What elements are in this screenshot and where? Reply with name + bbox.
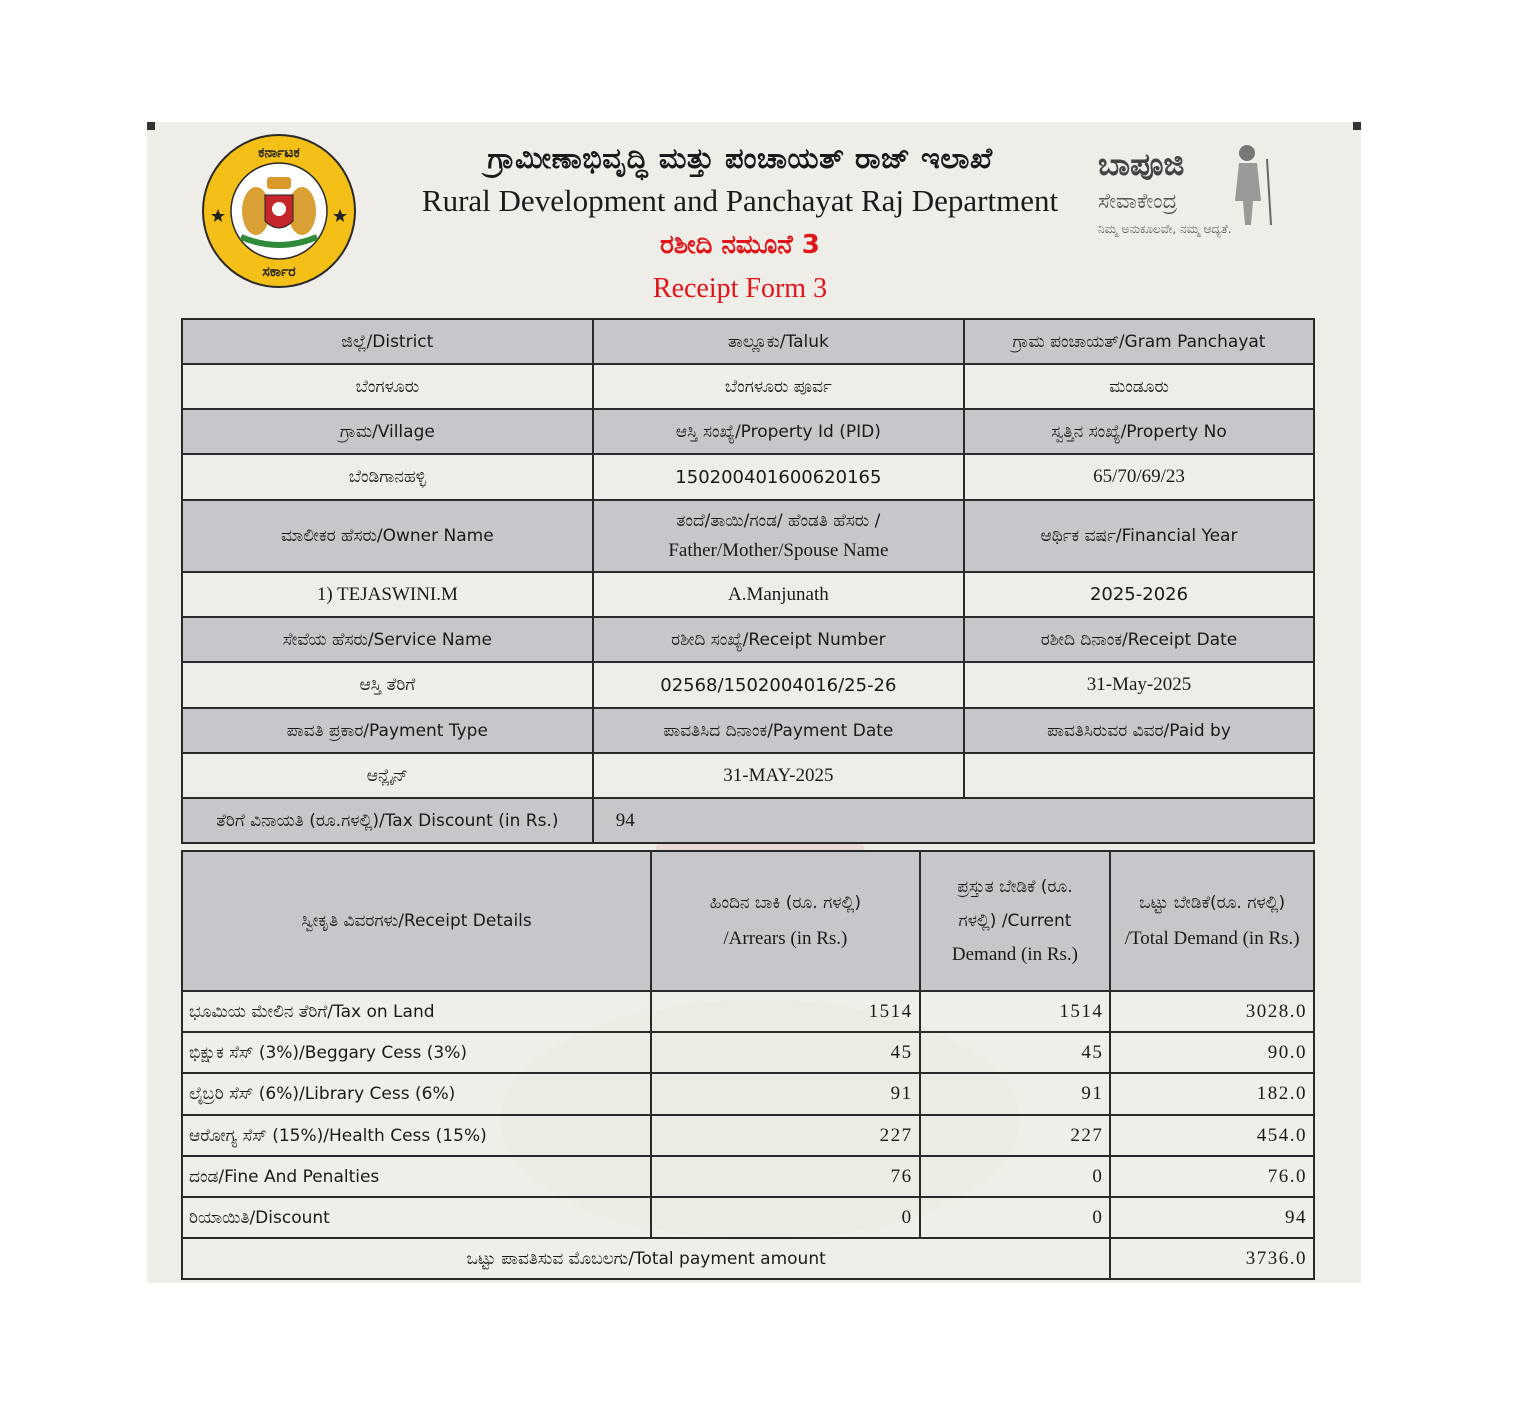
row-total: 182.0 [1110, 1073, 1314, 1115]
table-row [182, 1073, 1314, 1115]
arrears-header-en: /Arrears (in Rs.) [723, 928, 848, 949]
financial-year-label: ಆರ್ಥಿಕ ವರ್ಷ/Financial Year [964, 500, 1314, 572]
receipt-number-value: 02568/1502004016/25-26 [593, 662, 964, 708]
father-name-label-kn: ತಂದೆ/ತಾಯಿ/ಗಂಡ/ ಹೆಂಡತಿ ಹೆಸರು / [676, 511, 881, 531]
arrears-header [651, 851, 919, 991]
gram-panchayat-value: ಮಂಡೂರು [964, 364, 1314, 409]
father-name-label-en: Father/Mother/Spouse Name [668, 540, 889, 561]
row-arrears: 76 [651, 1156, 919, 1197]
current-demand-header-1: ಪ್ರಸ್ತುತ ಬೇಡಿಕೆ (ರೂ. [957, 877, 1073, 897]
total-row [182, 1238, 1314, 1279]
department-title-kn: ಗ್ರಾಮೀಣಾಭಿವೃದ್ಧಿ ಮತ್ತು ಪಂಚಾಯತ್ ರಾಜ್ ಇಲಾಖೆ [487, 141, 993, 175]
table-row [182, 991, 1314, 1032]
row-total: 454.0 [1110, 1115, 1314, 1156]
bapuji-logo-name: ಬಾಪೂಜಿ [1098, 147, 1185, 183]
bapuji-logo [1093, 137, 1293, 247]
receipt-date-label: ರಶೀದಿ ದಿನಾಂಕ/Receipt Date [964, 617, 1314, 662]
arrears-header-kn: ಹಿಂದಿನ ಬಾಕಿ (ರೂ. ಗಳಲ್ಲಿ) [709, 893, 861, 913]
district-value: ಬೆಂಗಳೂರು [182, 364, 593, 409]
financial-year-value: 2025-2026 [964, 572, 1314, 617]
owner-name-label: ಮಾಲೀಕರ ಹೆಸರು/Owner Name [182, 500, 593, 572]
payment-type-value: ಆನ್ಲೈನ್ [182, 753, 593, 798]
property-no-label: ಸ್ವತ್ತಿನ ಸಂಖ್ಯೆ/Property No [964, 409, 1314, 454]
corner-mark-left [147, 122, 155, 130]
row-label: ಲೈಬ್ರರಿ ಸೆಸ್ (6%)/Library Cess (6%) [182, 1073, 651, 1115]
row-label: ಆರೋಗ್ಯ ಸೆಸ್ (15%)/Health Cess (15%) [182, 1115, 651, 1156]
row-current: 91 [920, 1073, 1111, 1115]
row-current: 0 [920, 1197, 1111, 1238]
gram-panchayat-label: ಗ್ರಾಮ ಪಂಚಾಯತ್/Gram Panchayat [964, 319, 1314, 364]
row-current: 45 [920, 1032, 1111, 1073]
header-titles [380, 137, 1100, 311]
property-info-table [181, 318, 1315, 844]
bapuji-logo-sub: ಸೇವಾಕೇಂದ್ರ [1098, 189, 1178, 213]
details-header: ಸ್ವೀಕೃತಿ ವಿವರಗಳು/Receipt Details [182, 851, 651, 991]
father-name-value: A.Manjunath [593, 572, 964, 617]
row-label: ಭಿಕ್ಷುಕ ಸೆಸ್ (3%)/Beggary Cess (3%) [182, 1032, 651, 1073]
receipt-details-table [181, 850, 1315, 1280]
row-arrears: 0 [651, 1197, 919, 1238]
district-label: ಜಿಲ್ಲೆ/District [182, 319, 593, 364]
taluk-label: ತಾಲ್ಲೂಕು/Taluk [593, 319, 964, 364]
village-label: ಗ್ರಾಮ/Village [182, 409, 593, 454]
receipt-date-value: 31-May-2025 [964, 662, 1314, 708]
payment-date-value: 31-MAY-2025 [593, 753, 964, 798]
current-demand-header-2: ಗಳಲ್ಲಿ) /Current [958, 911, 1072, 931]
row-total: 3028.0 [1110, 991, 1314, 1032]
form-title-en: Receipt Form 3 [652, 273, 828, 304]
table-row [182, 1156, 1314, 1197]
row-current: 0 [920, 1156, 1111, 1197]
seal-bottom-text: ಸರ್ಕಾರ [262, 264, 296, 280]
row-label: ದಂಡ/Fine And Penalties [182, 1156, 651, 1197]
row-current: 1514 [920, 991, 1111, 1032]
row-current: 227 [920, 1115, 1111, 1156]
current-demand-header-3: Demand (in Rs.) [951, 944, 1079, 965]
corner-mark-right [1353, 122, 1361, 130]
row-arrears: 227 [651, 1115, 919, 1156]
row-total: 76.0 [1110, 1156, 1314, 1197]
total-demand-header-kn: ಒಟ್ಟು ಬೇಡಿಕೆ(ರೂ. ಗಳಲ್ಲಿ) [1139, 893, 1286, 913]
paid-by-value [964, 753, 1314, 798]
table-row [182, 1197, 1314, 1238]
row-arrears: 91 [651, 1073, 919, 1115]
father-name-label [593, 500, 964, 572]
payment-date-label: ಪಾವತಿಸಿದ ದಿನಾಂಕ/Payment Date [593, 708, 964, 753]
row-total: 94 [1110, 1197, 1314, 1238]
table-row [182, 1032, 1314, 1073]
row-label: ಭೂಮಿಯ ಮೇಲಿನ ತೆರಿಗೆ/Tax on Land [182, 991, 651, 1032]
service-name-value: ಆಸ್ತಿ ತೆರಿಗೆ [182, 662, 593, 708]
property-no-value: 65/70/69/23 [964, 454, 1314, 500]
bapuji-logo-tagline: ನಿಮ್ಮ ಅನುಕೂಲವೇ, ನಮ್ಮ ಆದ್ಯತೆ. [1098, 222, 1232, 236]
tax-discount-value: 94 [593, 798, 1314, 843]
service-name-label: ಸೇವೆಯ ಹೆಸರು/Service Name [182, 617, 593, 662]
receipt-number-label: ರಶೀದಿ ಸಂಖ್ಯೆ/Receipt Number [593, 617, 964, 662]
row-label: ರಿಯಾಯಿತಿ/Discount [182, 1197, 651, 1238]
property-id-value: 150200401600620165 [593, 454, 964, 500]
row-arrears: 1514 [651, 991, 919, 1032]
tax-discount-label: ತೆರಿಗೆ ವಿನಾಯತಿ (ರೂ.ಗಳಲ್ಲಿ)/Tax Discount (in Rs.) [182, 798, 593, 843]
current-demand-header [920, 851, 1111, 991]
total-payment-label: ಒಟ್ಟು ಪಾವತಿಸುವ ಮೊಬಲಗು/Total payment amount [182, 1238, 1110, 1279]
seal-top-text: ಕರ್ನಾಟಕ [258, 145, 300, 161]
owner-name-value: 1) TEJASWINI.M [182, 572, 593, 617]
total-demand-header-en: /Total Demand (in Rs.) [1124, 928, 1300, 949]
paid-by-label: ಪಾವತಿಸಿರುವರ ವಿವರ/Paid by [964, 708, 1314, 753]
karnataka-seal [201, 133, 357, 289]
taluk-value: ಬೆಂಗಳೂರು ಪೂರ್ವ [593, 364, 964, 409]
total-payment-value: 3736.0 [1110, 1238, 1314, 1279]
village-value: ಬೆಂಡಿಗಾನಹಳ್ಳಿ [182, 454, 593, 500]
row-total: 90.0 [1110, 1032, 1314, 1073]
table-row [182, 1115, 1314, 1156]
row-arrears: 45 [651, 1032, 919, 1073]
form-title-kn: ರಶೀದಿ ನಮೂನೆ 3 [660, 230, 820, 260]
total-demand-header [1110, 851, 1314, 991]
payment-type-label: ಪಾವತಿ ಪ್ರಕಾರ/Payment Type [182, 708, 593, 753]
property-id-label: ಆಸ್ತಿ ಸಂಖ್ಯೆ/Property Id (PID) [593, 409, 964, 454]
gandhi-figure-icon [1223, 141, 1279, 227]
department-title-en: Rural Development and Panchayat Raj Department [421, 183, 1059, 218]
